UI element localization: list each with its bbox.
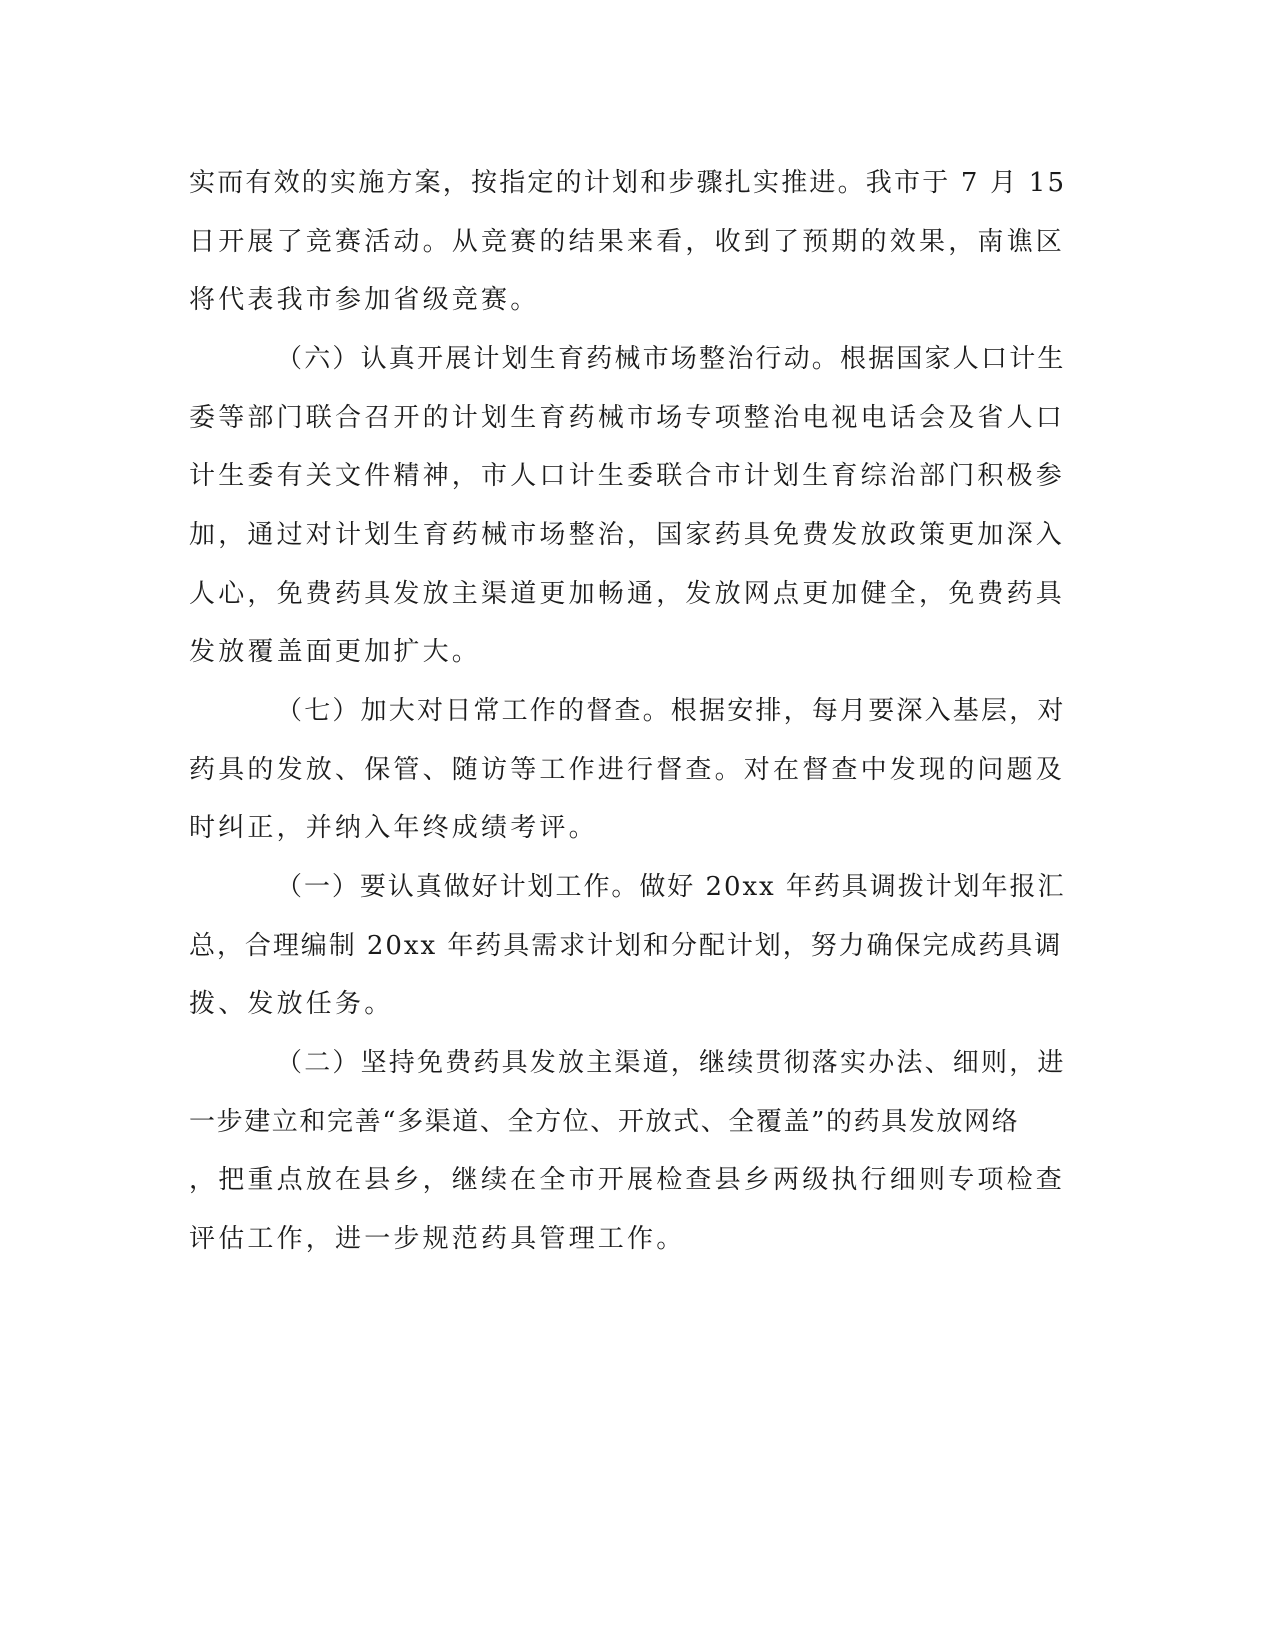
text-line: 将代表我市参加省级竞赛。: [189, 285, 540, 315]
paragraph-heading-one: （一）要认真做好计划工作。做好 20xx 年药具调拨计划年报汇: [276, 872, 1066, 902]
text-line: 总，合理编制 20xx 年药具需求计划和分配计划，努力确保完成药具调: [189, 931, 1063, 961]
paragraph-heading-seven: （七）加大对日常工作的督查。根据安排，每月要深入基层，对: [276, 696, 1066, 726]
text-line: 委等部门联合召开的计划生育药械市场专项整治电视电话会及省人口: [189, 403, 1066, 433]
text-line: 评估工作，进一步规范药具管理工作。: [189, 1224, 686, 1254]
text-line: 药具的发放、保管、随访等工作进行督查。对在督查中发现的问题及: [189, 755, 1066, 785]
text-line: 实而有效的实施方案，按指定的计划和步骤扎实推进。我市于 7 月 15: [189, 168, 1067, 198]
text-line: 一步建立和完善“多渠道、全方位、开放式、全覆盖”的药具发放网络: [189, 1107, 1020, 1137]
text-line: ，把重点放在县乡，继续在全市开展检查县乡两级执行细则专项检查: [189, 1165, 1066, 1195]
text-line: 加，通过对计划生育药械市场整治，国家药具免费发放政策更加深入: [189, 520, 1066, 550]
text-line: 发放覆盖面更加扩大。: [189, 637, 482, 667]
text-line: 人心，免费药具发放主渠道更加畅通，发放网点更加健全，免费药具: [189, 579, 1066, 609]
paragraph-heading-six: （六）认真开展计划生育药械市场整治行动。根据国家人口计生: [276, 344, 1066, 374]
text-line: 时纠正，并纳入年终成绩考评。: [189, 813, 598, 843]
text-line: 日开展了竞赛活动。从竞赛的结果来看，收到了预期的效果，南谯区: [189, 227, 1066, 257]
text-line: 拨、发放任务。: [189, 989, 394, 1019]
text-line: 计生委有关文件精神，市人口计生委联合市计划生育综治部门积极参: [189, 461, 1066, 491]
paragraph-heading-two: （二）坚持免费药具发放主渠道，继续贯彻落实办法、细则，进: [276, 1048, 1066, 1078]
